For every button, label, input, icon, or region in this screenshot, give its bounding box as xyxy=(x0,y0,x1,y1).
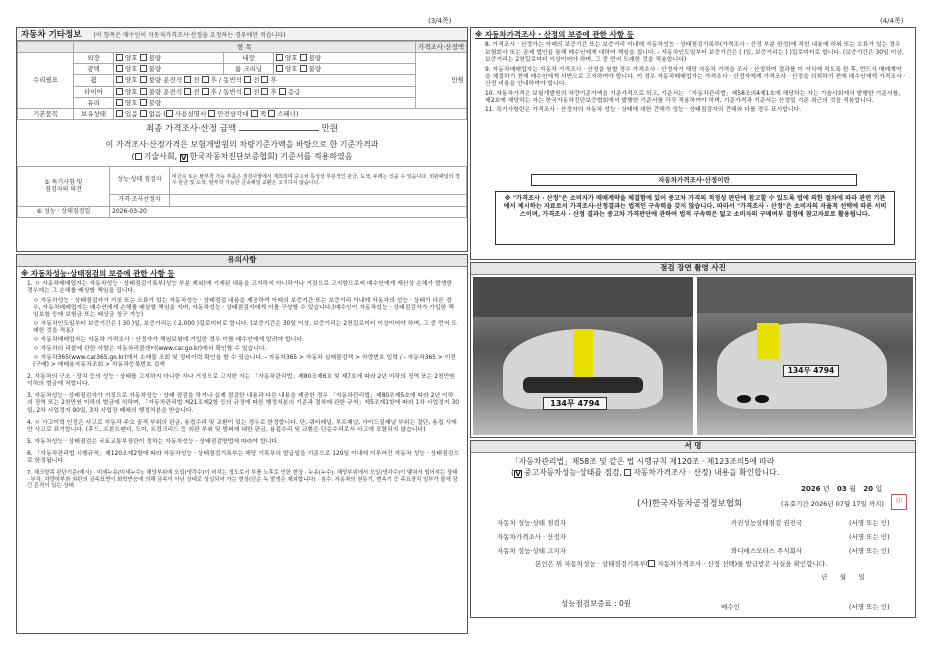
photo-title: 점검 장면 촬영 사진 xyxy=(471,263,915,275)
guarantee-list xyxy=(471,41,915,114)
guarantee-item: 11. 특기사항란은 가격조사 · 산정자의 자동차 성능 · 상태에 대한 견해가 성능 · 상태점검자의 견해와 다를 경우 표시합니다. xyxy=(485,107,802,114)
checkbox-spanner[interactable] xyxy=(268,110,275,117)
notice-item: 2. 자동차의 구조 · 장치 등의 성능 · 상태를 고지하지 아니한 자나 거짓으로 고지한 자는 「자동차관리법」제80조제6호 및 제7호에 따라 2년 이하의 징역 또는 2천만원 이하의 벌금에 처합니다. xyxy=(27,374,456,388)
guarantee-title: ※ 자동차가격조사 · 산정의 보증에 관한 사항 등 xyxy=(475,30,634,39)
signer-signature[interactable]: (서명 또는 인) xyxy=(849,519,890,527)
checkbox-good[interactable] xyxy=(116,76,123,83)
checkbox-rear[interactable] xyxy=(261,76,268,83)
notice-title: 유의사항 xyxy=(17,255,467,267)
signer-signature[interactable]: (서명 또는 인) xyxy=(849,533,890,541)
notice-section xyxy=(16,254,468,634)
price-info-box-title: 자동차가격조사·산정이란 xyxy=(531,174,857,186)
checkbox-manual[interactable] xyxy=(166,110,173,117)
checkbox-receipt-price[interactable] xyxy=(648,560,655,567)
checkbox-rear[interactable] xyxy=(202,76,209,83)
checkbox-front[interactable] xyxy=(244,88,251,95)
price-inspector-text xyxy=(170,194,467,206)
receipt-statement: 본인은 위 자동차성능 · 상태점검기록부( 자동차가격조사 · 산정 선택)를 발급받은 사실을 확인합니다. xyxy=(535,560,828,568)
condition-table: 항 목 가격조사·산정액 수리필요 외장 양호 불량 내장 양호 불량 만원 광택 양호 불량 룸 크리닝 양호 불량 휠 양호 불량 운전석 전 후 / 동반석 전 후 타이어 양호 불량 운전석 전 후 / 동반석 전 후 응급 유리 양호 불량 기본품목 보유상태 있음 없음 ( 사용설명서 안전삼각대 잭 스페너) xyxy=(17,41,467,120)
guarantee-fee: 성능점검보증료 : 0원 xyxy=(561,599,632,608)
vehicle-other-info-section: 자동차 기타정보 (이 항목은 매수인이 자동차가격조사·산정을 요청하는 경우에만 적습니다) 항 목 가격조사·산정액 수리필요 외장 양호 불량 내장 양호 불량 만원 광택 양호 불량 룸 크리닝 양호 불량 휠 양호 불량 운전석 전 후 / 동반석 전 후 타이어 양호 불량 운전석 전 후 / 동반석 전 후 응급 유리 양호 불량 기본품목 보유상태 있음 없음 ( 사용설명서 안전삼각대 잭 스페너) 최종 가격조사·산정 금액 만원 이 가격조사·산정가격은 보험개발원의 차량기준가액을 바탕으로 한 기준가격과 ( 기술사회, V 한국자동차진단보증협회) 기준서를 적용하였음 ⑤ 특기사항 및 점검자의 의견 성능·상태 점검자 비금속 또는 탈부착 가능 부품은 점검사항에서 제외되며 중고차 특성상 부분적인 판금, 도색, 두께는 있을 수 있습니다. 외판패널의 경우 판금 및 도색, 탈부착 가능한 금속패널 교환은 고지하지 않습니다. 가격·조사산정자 ⑥ 성능 · 상태점검일 2026-03-20 xyxy=(16,27,468,252)
perf-inspector-text: 비금속 또는 탈부착 가능 부품은 점검사항에서 제외되며 중고차 특성상 부분적인 판금, 도색, 두께는 있을 수 있습니다. 외판패널의 경우 판금 및 도색, 탈부착 가능한 금속패널 교환은 고지하지 않습니다. xyxy=(170,166,467,194)
photo-section xyxy=(470,262,916,438)
notice-item: ㅇ 자동차성능 · 상태점검자가 거짓 또는 오류가 있는 자동차성능 · 상태점검 내용을 제공하여 아래의 보증기간 또는 보증거리 이내에 자동차의 성능 · 상태가 다른 경우, 자동차매매업자는 매수인에게 손해를 배상할 책임을 지며, 자동차성능 · 상태점검자에게 이를 구상할 수 있습니다.(매수인이 자동차성능 · 상태점검자가 가입한 책임보험 등에 보험금 또는 배상금 청구 가능) xyxy=(33,297,454,318)
signer-label: 자동차 성능·상태 점검자 xyxy=(497,519,566,527)
checkbox-have[interactable] xyxy=(116,110,123,117)
signer-label: 자동차가격조사 · 산정자 xyxy=(497,533,566,541)
guarantee-item: 9. 자동차매매업자는 자동차 가격조사 · 산정을 원할 경우 가격조사 · 산정자가 해당 자동차 가격을 조사 · 산정하여 결과를 이 서식에 적도록 한 후, 반드시 매매계약을 체결하기 전에 매수인에게 서면으로 고지하여야 합니다. 이 경우 자동차매매업자는 가격조사 · 산정자에게 가격조사 · 산정을 의뢰하기 전에 매수인에게 가격조사 · 산정 비용을 안내하여야 합니다. xyxy=(485,66,906,88)
signer-name: 와디에스모터스 주식회사 xyxy=(731,547,803,555)
buyer-signature[interactable]: (서명 또는 인) xyxy=(849,603,890,611)
checkbox-rear[interactable] xyxy=(261,88,268,95)
checkbox-front[interactable] xyxy=(184,76,191,83)
checkbox-bad[interactable] xyxy=(140,65,147,72)
checkbox-none[interactable] xyxy=(140,110,147,117)
buyer-label: 매수인 xyxy=(721,603,740,611)
checkbox-engineers[interactable] xyxy=(135,153,142,160)
row-label: 타이어 xyxy=(74,86,114,97)
guarantee-item: 8. 가격조사 · 산정가는 아래의 보증기간 또는 보증거리 이내에 자동차성능 · 상태점검기록부(가격조사 · 산정 부분 한정)에 적힌 내용에 허위 또는 오류가 있는 경우 보험회사 또는 공제 법인을 통해 매수인에게 대하여 책임을 집니다. - 자동차인도일부터 보증기간은 ( )일, 보증거리는 ( )킬로미터로 합니다. (보증기간은 30일 이상, 보증거리는 2천킬로미터 이상이어야 하며, 그 중 먼저 도래한 것을 적용합니다) xyxy=(485,42,904,64)
issuing-organization: (사)한국자동차공정정보협회 xyxy=(637,499,743,509)
notice-item: ㅇ 자동차인도일부터 보증기간은 ( 30 )일, 보증거리는 ( 2,000 )킬로미터로 합니다. (보증기간은 30일 이상, 보증거리는 2천킬로미터 이상이어야 하며, 그 중 먼저 도래한 것을 적용) xyxy=(33,320,457,334)
checkbox-good[interactable] xyxy=(116,99,123,106)
inspection-date-label: ⑥ 성능 · 상태점검일 xyxy=(18,206,110,217)
notice-item: 4. ㅇ 사고이력 인정은 사고로 자동차 주요 골격 부위의 판금, 용접수리 및 교환이 있는 경우로 한정합니다. 단, 쿼터패널, 루프패널, 사이드실패널 부위는 절단, 용접 시에만 사고로 표기합니다. (후드, 프론트펜더, 도어, 트렁크리드 등 외판 부위 및 범퍼에 대한 판금, 용접수리 및 교환은 단순수리로서 사고에 포함되지 않습니다) xyxy=(27,419,457,433)
seal-stamp: 印 xyxy=(891,494,907,510)
receipt-date: 년 월 일 xyxy=(821,573,865,581)
page-number-left: (3/4쪽) xyxy=(428,17,452,25)
col-item-header: 항 목 xyxy=(74,42,416,53)
checkbox-good[interactable] xyxy=(276,65,283,72)
notice-item: ㅇ 자동차365(www.car365.go.kr)에서 소매물 조회 및 정비이력 확인을 할 수 있습니다. - 자동차365 > 자동차 실매물검색 > 차량번호 입력 / - 자동차365 > 이전(구매) > 매매용자동차조회 > 자동차등록번호 검색 xyxy=(33,355,456,369)
checkbox-bad[interactable] xyxy=(140,54,147,61)
notice-subtitle: ※ 자동차성능·상태점검의 보증에 관한 사항 등 xyxy=(21,269,175,278)
opinion-label: ⑤ 특기사항 및 xyxy=(44,178,83,186)
signature-law: 「자동차관리법」제58조 및 같은 법 시행규칙 제120조 · 제123조의5에 따라 xyxy=(511,457,775,466)
final-price-label: 최종 가격조사·산정 금액 xyxy=(145,123,237,134)
signature-line2: 중고자동차성능·상태를 점검, xyxy=(524,467,622,477)
notice-item: ㅇ 자동차의 리콜에 관한 사항은 자동차리콜센터(www.car.go.kr)에서 확인할 수 있습니다. xyxy=(33,346,267,352)
checkbox-front[interactable] xyxy=(184,88,191,95)
price-inspector-label: 가격·조사산정자 xyxy=(110,194,170,206)
page-number-right: (4/4쪽) xyxy=(880,17,904,25)
row-label: 룸 크리닝 xyxy=(224,64,274,75)
inspection-date: 2026-03-20 xyxy=(110,206,467,217)
checkbox-jack[interactable] xyxy=(251,110,258,117)
row-label: 유리 xyxy=(74,97,114,108)
signer-name: 카진성능상태점검 권진국 xyxy=(731,519,803,527)
final-line1: 이 가격조사·산정가격은 보험개발원의 차량기준가액을 바탕으로 한 기준가격과 xyxy=(105,139,379,149)
col-price-header: 가격조사·산정액 xyxy=(415,42,466,53)
row-label: 외장 xyxy=(74,53,114,64)
guarantee-item: 10. 자동차가격은 보험개발원의 차량기준가액을 기준가격으로 하고, 기준서는 「자동차관리법」제58조의4제1호에 해당하는 자는 기술사회에서 발행한 기준서를, 제2호에 해당하는 자는 한국자동차진단보증협회에서 발행한 기준서를 각각 적용하여야 하며, 기준가격과 기준서는 산정일 기준 최근의 것을 적용합니다. xyxy=(485,90,901,104)
notice-list xyxy=(17,280,467,489)
checkbox-good[interactable] xyxy=(116,88,123,95)
checkbox-good[interactable] xyxy=(116,54,123,61)
section-title: 자동차 기타정보 xyxy=(21,30,82,40)
row-label: 휠 xyxy=(74,75,114,86)
row-label: 광택 xyxy=(74,64,114,75)
signature-title: 서 명 xyxy=(471,441,915,453)
inspection-photo-rear xyxy=(697,277,913,435)
notice-item: 5. 자동차성능 · 상태점검은 국토교통부장관이 정하는 자동차성능 · 상태점검방법에 따라야 합니다. xyxy=(27,438,279,445)
price-guarantee-section xyxy=(470,27,916,260)
checkbox-rear[interactable] xyxy=(202,88,209,95)
notice-item: 7. 체크항목 판단기준(예시) · 미세누유(미세누수): 해당부위에 오일(냉각수)이 비치는 정도로서 부품 노후로 인한 현상 · 누유(누수): 해당부위에서 오일(냉각수)이 맺혀서 떨어지는 상태 · 부식: 차량하부와 외판의 금속표면이 화학반응에 의해 금속이 아닌 상태로 상실되어 가는 현상(단순 녹 발생은 제외합니다) · 침수: 자동차의 원동기, 변속기 등 주요장치 일부가 물에 잠긴 흔적이 있는 상태 xyxy=(27,470,458,489)
basic-label: 기본품목 xyxy=(18,108,74,119)
repair-label: 수리필요 xyxy=(18,53,74,109)
perf-inspector-label: 성능·상태 점검자 xyxy=(110,166,170,194)
checkbox-bad[interactable] xyxy=(140,88,147,95)
final-price-field[interactable] xyxy=(239,130,319,131)
checkbox-bad[interactable] xyxy=(140,76,147,83)
notice-item: 6. 「자동차관리법 시행규칙」제120조제2항에 따라 자동차성능 · 상태점검기록부는 해당 기록부의 발급일을 기준으로 120일 이내에 이루어진 자동차 성능 · 상태점검으로 한정됩니다. xyxy=(27,450,460,464)
checkbox-spare[interactable] xyxy=(279,88,286,95)
checkbox-association-checked[interactable]: V xyxy=(180,153,187,162)
price-info-box: ※ "가격조사 · 산정"은 소비자가 매매계약을 체결함에 있어 중고차 가격의 적정성 판단에 참고할 수 있도록 법에 의한 절차에 따라 관련 기관에서 제시하는 자료로서 가격조사·산정결과는 법적인 구속력을 갖지 않습니다. 따라서 "가격조사 · 산정"은 소비자의 자율적 선택에 따른 서비스이며, 가격조사 · 산정 결과는 중고차 가격판단에 관하여 법적 구속력은 없고 소비자의 구매여부 결정에 참고자료로 활용됩니다. xyxy=(495,191,895,245)
signer-label: 자동차 성능·상태 고지자 xyxy=(497,547,566,555)
notice-item: 1. ㅇ 자동차매매업자는 자동차성능 · 상태점검기록부(성능 부분 제외)에 기재된 내용을 고지하지 아니하거나 거짓으로 고지함으로써 매수인에게 재산상 손해가 발생한 경우에는 그 손해를 배상할 책임을 집니다. xyxy=(27,281,453,295)
row-label: 내장 xyxy=(224,53,274,64)
inspection-photo-front xyxy=(473,277,693,435)
checkbox-price-survey[interactable] xyxy=(624,469,631,476)
license-plate-rear: 134무 4794 xyxy=(783,365,839,377)
notice-item: 3. 자동차성능 · 상태점검자가 거짓으로 자동차성능 · 상태 점검을 하거나 실제 점검한 내용과 다른 내용을 제공한 경우 「자동차관리법」제80조제5호에 따라 2년 이하의 징역 또는 2천만원 이하의 벌금에 처하며, 「자동차관리법 제21조제2항 등의 규정에 따른 행정처분의 기준과 절차에 관한 규칙」제5조제1항에 따라 1차 사업정지 30일, 2차 사업정지 90일, 3차 사업장 폐쇄의 행정처분을 받습니다. xyxy=(27,393,459,414)
signature-section: 서 명 「자동차관리법」제58조 및 같은 법 시행규칙 제120조 · 제123조의5에 따라 (V 중고자동차성능·상태를 점검, 자동차가격조사 · 산정) 내용을 확인합니다. 2026 년 03 월 20 일 (사)한국자동차공정정보협회 (유효기간 2026년 07월 17일 까지) 印 자동차 성능·상태 점검자 카진성능상태점검 권진국 (서명 또는 인) 자동차가격조사 · 산정자 (서명 또는 인) 자동차 성능·상태 고지자 와디에스모터스 주식회사 (서명 또는 인) 본인은 위 자동차성능 · 상태점검기록부( 자동차가격조사 · 산정 선택)를 발급받은 사실을 확인합니다. 년 월 일 성능점검보증료 : 0원 매수인 (서명 또는 인) xyxy=(470,440,916,618)
checkbox-good[interactable] xyxy=(116,65,123,72)
validity-period: (유효기간 2026년 07월 17일 까지) xyxy=(781,500,884,508)
checkbox-performance-checked[interactable]: V xyxy=(515,469,521,478)
sign-date: 2026 년 03 월 20 일 xyxy=(801,485,883,493)
checkbox-good[interactable] xyxy=(276,54,283,61)
checkbox-bad[interactable] xyxy=(140,99,147,106)
checkbox-front[interactable] xyxy=(244,76,251,83)
checkbox-triangle[interactable] xyxy=(208,110,215,117)
price-unit: 만원 xyxy=(415,53,466,109)
final-price-unit: 만원 xyxy=(321,123,339,134)
notice-item: ㅇ 자동차매매업자는 자동차 가격조사 · 산정자가 책임보험에 가입한 경우 이를 매수인에게 알려야 합니다. xyxy=(33,336,304,343)
basic-item: 보유상태 xyxy=(74,108,114,119)
license-plate-front: 134무 4794 xyxy=(543,397,607,410)
signer-signature[interactable]: (서명 또는 인) xyxy=(849,547,890,555)
section-note: (이 항목은 매수인이 자동차가격조사·산정을 요청하는 경우에만 적습니다) xyxy=(93,32,286,39)
checkbox-bad[interactable] xyxy=(300,65,307,72)
opinion-table: ⑤ 특기사항 및 점검자의 의견 성능·상태 점검자 비금속 또는 탈부착 가능 부품은 점검사항에서 제외되며 중고차 특성상 부분적인 판금, 도색, 두께는 있을 수 있습니다. 외판패널의 경우 판금 및 도색, 탈부착 가능한 금속패널 교환은 고지하지 않습니다. 가격·조사산정자 ⑥ 성능 · 상태점검일 2026-03-20 xyxy=(17,166,467,218)
checkbox-bad[interactable] xyxy=(300,54,307,61)
